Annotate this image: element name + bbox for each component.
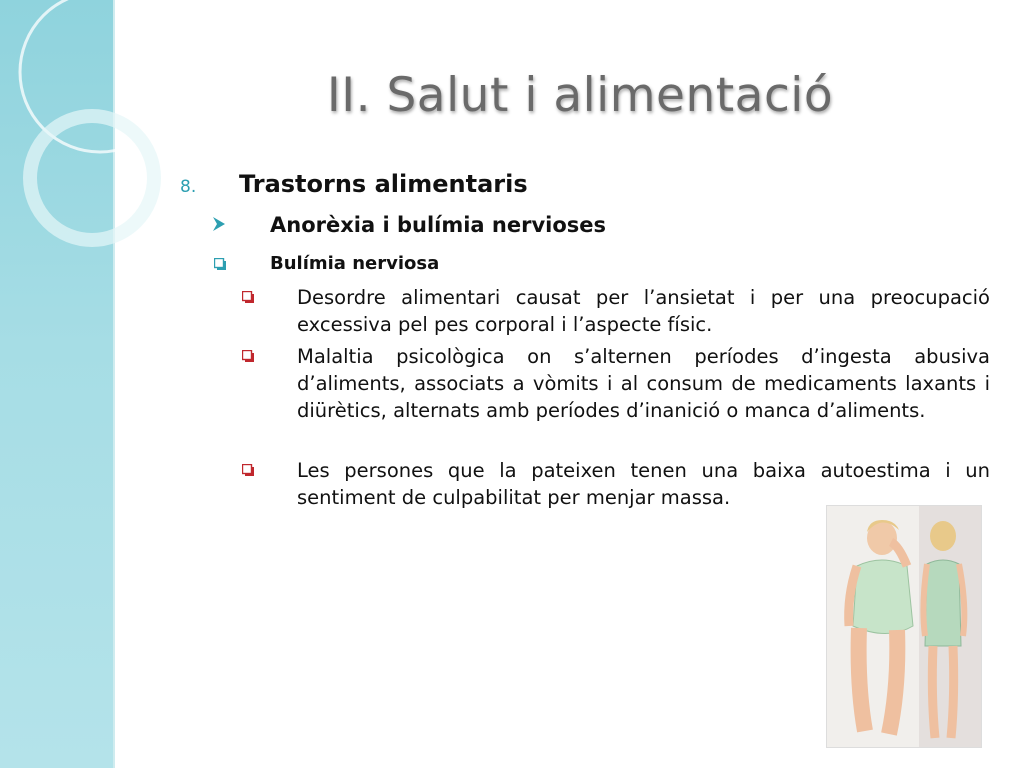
- checkbox-bullet-icon: [242, 464, 254, 476]
- checkbox-bullet-icon: [214, 258, 226, 270]
- arrow-bullet-icon: [212, 216, 226, 232]
- decorative-circles: [0, 0, 200, 260]
- checkbox-bullet-icon: [242, 291, 254, 303]
- slide-title: II. Salut i alimentació: [326, 68, 834, 123]
- checkbox-bullet-icon: [242, 350, 254, 362]
- bullet-point-2: Malaltia psicològica on s’alternen períodes d’ingesta abusiva d’aliments, associats a vòmits i al consum de medicaments laxants i diürètics, alternats amb períodes d’inanició o manca d’aliments.: [297, 345, 990, 422]
- bullet-point-3: Les persones que la pateixen tenen una baixa autoestima i un sentiment de culpabilitat per menjar massa.: [297, 459, 990, 509]
- section-title: Trastorns alimentaris: [239, 170, 528, 198]
- illustration-two-women: [826, 505, 982, 748]
- bullet-point-1: Desordre alimentari causat per l’ansietat i per una preocupació excessiva pel pes corporal i l’aspecte físic.: [297, 286, 990, 336]
- subheading: Anorèxia i bulímia nervioses: [270, 213, 607, 237]
- section-number: 8.: [180, 177, 197, 197]
- subsubheading: Bulímia nerviosa: [270, 253, 440, 274]
